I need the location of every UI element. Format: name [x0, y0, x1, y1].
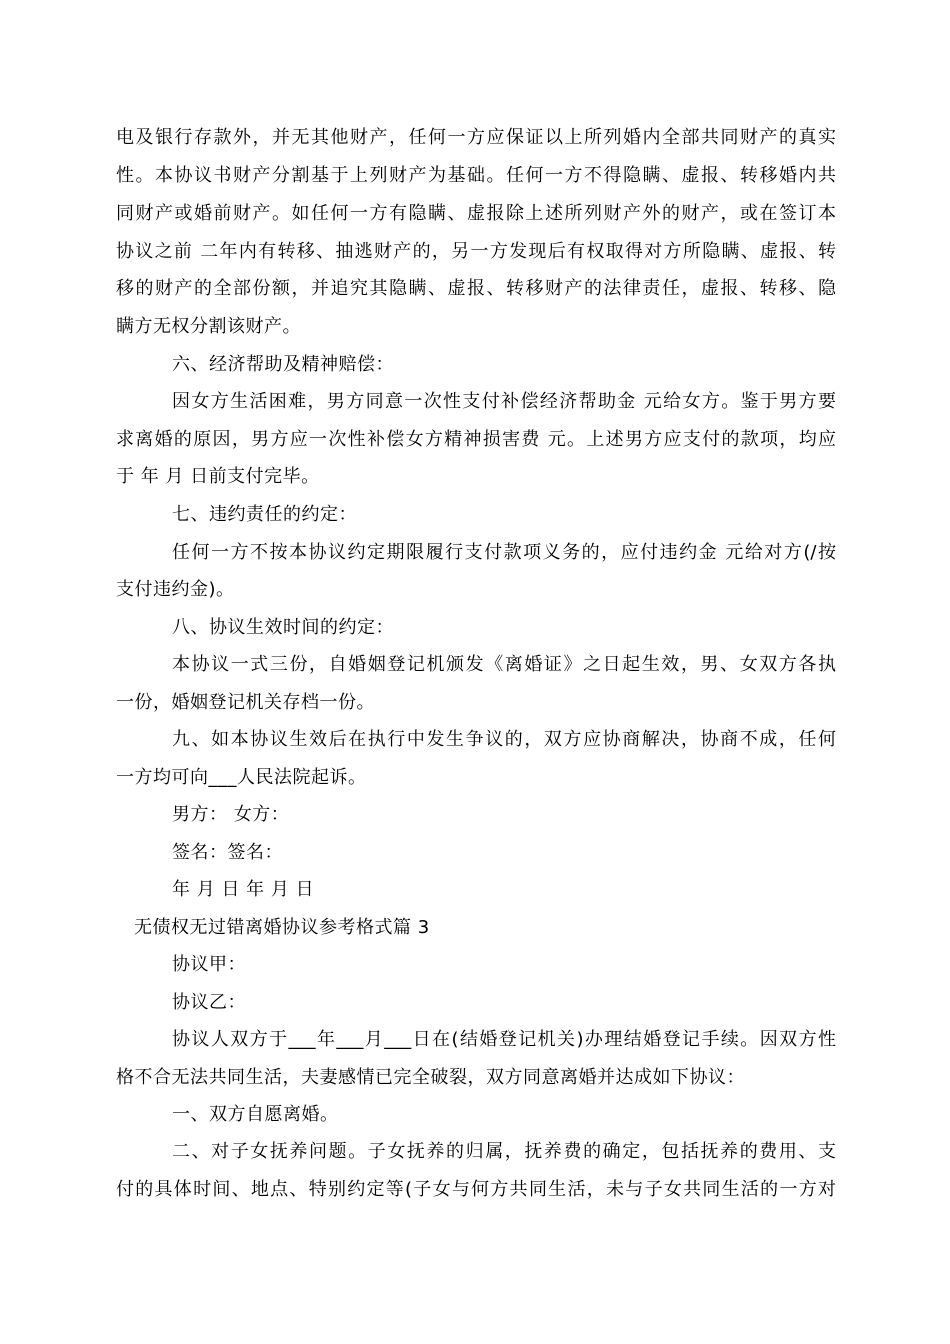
paragraph-line: 一份，婚姻登记机关存档一份。 — [116, 692, 375, 713]
paragraph-line: 于 年 月 日前支付完毕。 — [116, 466, 320, 487]
paragraph-line: 二、对子女抚养问题。子女抚养的归属，抚养费的确定，包括抚养的费用、支 — [172, 1141, 836, 1162]
party-a-label: 协议甲： — [172, 954, 246, 975]
paragraph-line: 九、如本协议生效后在执行中发生争议的，双方应协商解决，协商不成，任何 — [172, 729, 836, 750]
party-labels: 男方： 女方： — [172, 804, 290, 825]
paragraph-line: 移的财产的全部份额，并追究其隐瞒、虚报、转移财产的法律责任，虚报、转移、隐 — [116, 278, 836, 299]
paragraph-line: 性。本协议书财产分割基于上列财产为基础。任何一方不得隐瞒、虚报、转移婚内共 — [116, 165, 836, 186]
paragraph-line: 付的具体时间、地点、特别约定等(子女与何方共同生活，未与子女共同生活的一方对 — [116, 1179, 836, 1200]
paragraph-line: 协议之前 二年内有转移、抽逃财产的，另一方发现后有权取得对方所隐瞒、虚报、转 — [116, 241, 836, 262]
paragraph-line: 任何一方不按本协议约定期限履行支付款项义务的，应付违约金 元给对方(/按 — [172, 542, 836, 563]
paragraph-line: 支付违约金)。 — [116, 579, 235, 600]
paragraph-line: 格不合无法共同生活，夫妻感情已完全破裂，双方同意离婚并达成如下协议： — [116, 1067, 745, 1088]
paragraph-line: 一方均可向___人民法院起诉。 — [116, 767, 367, 788]
paragraph-line: 因女方生活困难，男方同意一次性支付补偿经济帮助金 元给女方。鉴于男方要 — [172, 391, 836, 412]
paragraph-line: 同财产或婚前财产。如任何一方有隐瞒、虚报除上述所列财产外的财产，或在签订本 — [116, 203, 836, 224]
date-labels: 年 月 日 年 月 日 — [172, 879, 315, 900]
signature-labels: 签名：签名： — [172, 842, 283, 863]
section-title: 无债权无过错离婚协议参考格式篇 3 — [134, 917, 430, 938]
section-heading: 八、协议生效时间的约定： — [172, 617, 394, 638]
section-heading: 六、经济帮助及精神赔偿： — [172, 354, 394, 375]
paragraph-line: 本协议一式三份，自婚姻登记机颁发《离婚证》之日起生效，男、女双方各执 — [172, 654, 836, 675]
section-heading: 七、违约责任的约定： — [172, 504, 357, 525]
paragraph-line: 求离婚的原因，男方应一次性补偿女方精神损害费 元。上述男方应支付的款项，均应 — [116, 429, 836, 450]
paragraph-line: 瞒方无权分割该财产。 — [116, 316, 301, 337]
paragraph-line: 协议人双方于___年___月___日在(结婚登记机关)办理结婚登记手续。因双方性 — [172, 1029, 836, 1050]
party-b-label: 协议乙： — [172, 992, 246, 1013]
paragraph-line: 电及银行存款外，并无其他财产，任何一方应保证以上所列婚内全部共同财产的真实 — [116, 127, 836, 148]
section-heading: 一、双方自愿离婚。 — [172, 1104, 339, 1125]
